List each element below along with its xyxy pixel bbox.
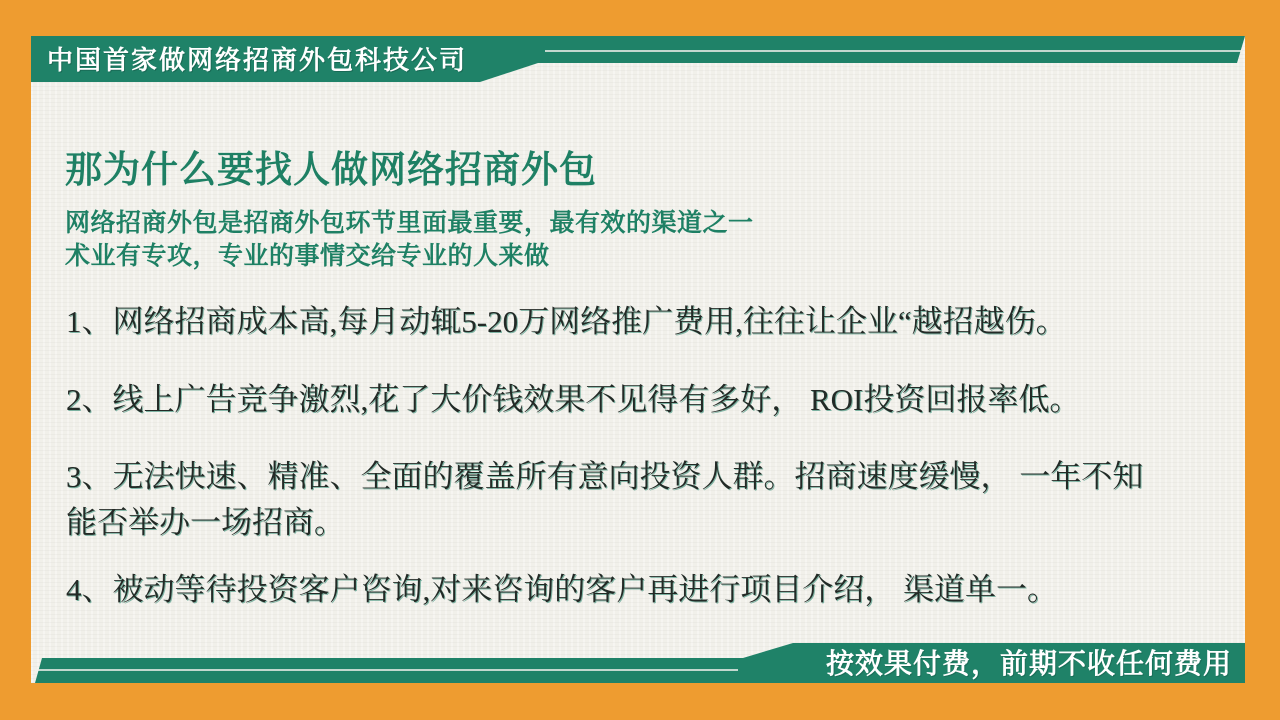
point-item-3	[66, 454, 1211, 546]
subtitle-line-1: 网络招商外包是招商外包环节里面最重要，最有效的渠道之一	[65, 209, 754, 237]
subtitle-line-2: 术业有专攻，专业的事情交给专业的人来做	[65, 242, 550, 270]
header-banner-text: 中国首家做网络招商外包科技公司	[47, 45, 468, 75]
footer-decor-line	[35, 669, 738, 671]
point-3-text-line-1: 3、无法快速、精准、全面的覆盖所有意向投资人群。招商速度缓慢， 一年不知	[66, 459, 1144, 494]
footer-banner-text: 按效果付费，前期不收任何费用	[825, 648, 1232, 679]
point-item-2	[66, 377, 1211, 423]
header-decor-line	[545, 50, 1242, 52]
subtitle-block	[65, 207, 754, 273]
point-3-text-line-2: 能否举办一场招商。	[66, 505, 345, 540]
point-2-text: 2、线上广告竞争激烈,花了大价钱效果不见得有多好， ROI投资回报率低。	[66, 382, 1081, 417]
page-title: 那为什么要找人做网络招商外包	[65, 149, 597, 190]
point-item-4	[66, 567, 1211, 613]
point-4-text: 4、被动等待投资客户咨询,对来咨询的客户再进行项目介绍， 渠道单一。	[66, 572, 1058, 607]
point-1-text: 1、网络招商成本高,每月动辄5-20万网络推广费用,往往让企业“越招越伤。	[66, 304, 1067, 339]
point-item-1	[66, 299, 1211, 345]
